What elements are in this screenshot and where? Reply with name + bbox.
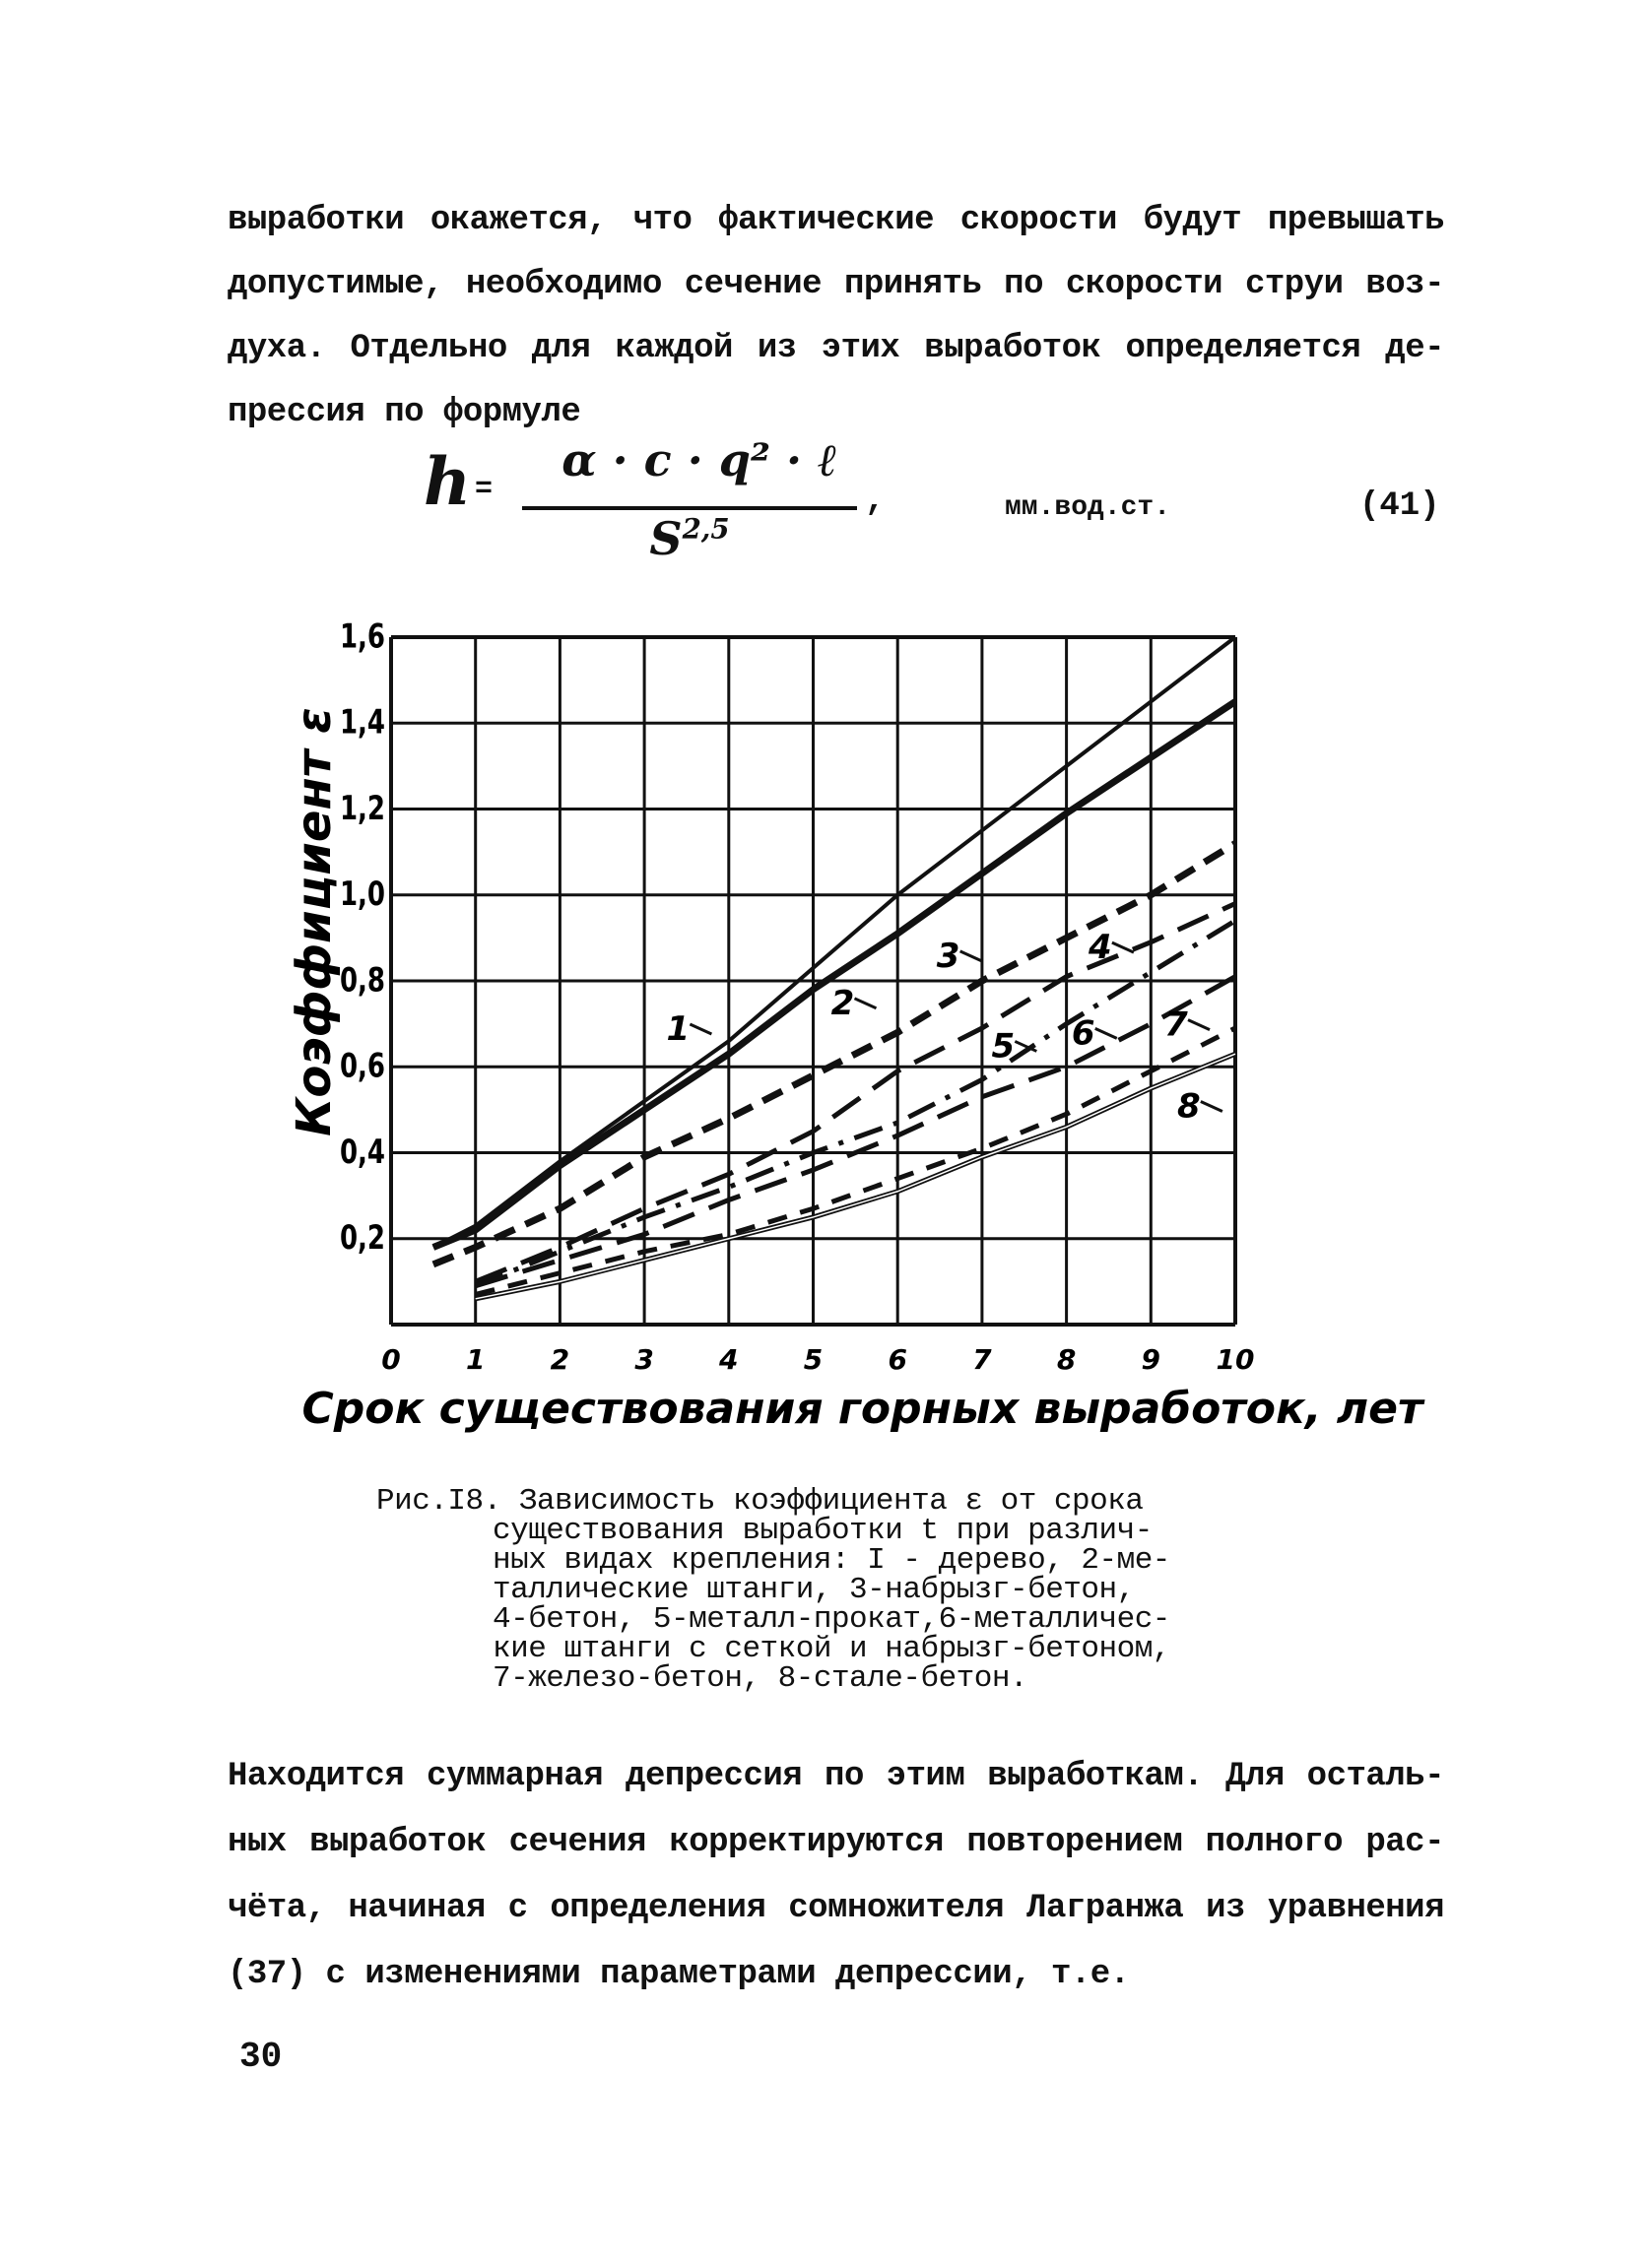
curve-label-8: 8 xyxy=(1177,1086,1201,1127)
y-axis-label: Коэффициент ε xyxy=(287,707,342,1136)
denominator-exponent: 2,5 xyxy=(682,512,730,546)
curve-label-6: 6 xyxy=(1071,1013,1095,1054)
x-tick-label: 1 xyxy=(465,1343,486,1376)
curve-label-5: 5 xyxy=(991,1026,1016,1067)
curve-label-4: 4 xyxy=(1089,928,1112,968)
y-tick-label: 0,2 xyxy=(339,1218,385,1259)
caption-line: Рис.I8. Зависимость коэффициента ε от срока xyxy=(376,1484,1144,1519)
x-tick-label: 8 xyxy=(1056,1343,1077,1376)
epsilon-vs-time-chart xyxy=(286,611,1423,1434)
y-tick-label: 1,4 xyxy=(339,703,385,743)
formula-equals: = xyxy=(475,473,494,506)
curve-label-2: 2 xyxy=(830,983,855,1023)
x-tick-label: 10 xyxy=(1216,1343,1255,1376)
page-number: 30 xyxy=(239,2037,283,2077)
curve-label-1: 1 xyxy=(666,1008,691,1049)
x-tick-label: 7 xyxy=(972,1343,992,1376)
curve-label-leader xyxy=(690,1024,711,1034)
curve-label-3: 3 xyxy=(936,936,960,976)
curve-label-leader xyxy=(1095,1028,1117,1038)
y-tick-label: 0,4 xyxy=(339,1133,385,1172)
x-tick-label: 2 xyxy=(550,1343,570,1376)
paragraph1-line: духа. Отдельно для каждой из этих выработок определяется де- xyxy=(228,330,1444,367)
paragraph1-line: прессия по формуле xyxy=(228,394,581,431)
formula-41 xyxy=(424,433,1448,581)
figure-caption xyxy=(376,1484,1170,1696)
curve-label-7: 7 xyxy=(1164,1004,1188,1045)
paragraph1-line: допустимые, необходимо сечение принять по скорости струи воз- xyxy=(228,266,1444,303)
caption-line: кие штанги с сеткой и набрызг-бетоном, xyxy=(493,1632,1170,1666)
y-tick-label: 1,0 xyxy=(339,875,385,915)
denominator-base: S xyxy=(649,512,683,565)
equation-number: (41) xyxy=(1359,487,1440,525)
formula-comma: , xyxy=(865,483,886,520)
x-tick-label: 0 xyxy=(381,1343,401,1376)
caption-line: 7-железо-бетон, 8-стале-бетон. xyxy=(493,1661,1028,1696)
paragraph2-line: ных выработок сечения корректируются повторением полного рас- xyxy=(228,1824,1444,1861)
curve-label-leader xyxy=(854,999,876,1008)
curve-label-leader xyxy=(960,951,982,961)
curve-1 xyxy=(433,637,1235,1247)
formula-numerator: α · c · q² · ℓ xyxy=(561,433,837,486)
x-tick-label: 6 xyxy=(888,1343,907,1376)
curve-label-leader xyxy=(1112,942,1134,952)
x-tick-label: 9 xyxy=(1141,1343,1161,1376)
caption-line: 4-бетон, 5-металл-прокат,6-металличес- xyxy=(493,1602,1170,1637)
caption-line: ных видах крепления: I - дерево, 2-ме- xyxy=(493,1543,1170,1578)
caption-line: существования выработки t при различ- xyxy=(493,1514,1153,1548)
formula-lhs: h xyxy=(424,443,471,520)
fraction-bar xyxy=(522,506,857,510)
y-tick-label: 1,6 xyxy=(339,617,385,657)
caption-line: таллические штанги, 3-набрызг-бетон, xyxy=(493,1573,1135,1607)
paragraph2-line: Находится суммарная депрессия по этим выработкам. Для осталь- xyxy=(228,1758,1444,1795)
formula-unit: мм.вод.ст. xyxy=(1005,492,1171,523)
curve-label-leader xyxy=(1188,1020,1210,1030)
paragraph2-line: чёта, начиная с определения сомножителя Лагранжа из уравнения xyxy=(228,1890,1444,1927)
curve-8-inner xyxy=(476,1054,1235,1299)
paragraph2-line: (37) с изменениями параметрами депрессии, т.е. xyxy=(228,1956,1130,1993)
y-tick-label: 1,2 xyxy=(339,789,385,828)
curve-8 xyxy=(476,1054,1235,1299)
x-tick-label: 3 xyxy=(634,1343,654,1376)
formula-denominator xyxy=(522,512,857,565)
x-axis-label: Срок существования горных выработок, лет xyxy=(301,1384,1423,1434)
x-tick-label: 5 xyxy=(803,1343,824,1376)
curve-label-leader xyxy=(1201,1102,1222,1112)
x-tick-label: 4 xyxy=(719,1343,739,1376)
paragraph1-line: выработки окажется, что фактические скорости будут превышать xyxy=(228,202,1444,239)
y-tick-label: 0,8 xyxy=(339,961,385,1001)
y-tick-label: 0,6 xyxy=(339,1047,385,1086)
